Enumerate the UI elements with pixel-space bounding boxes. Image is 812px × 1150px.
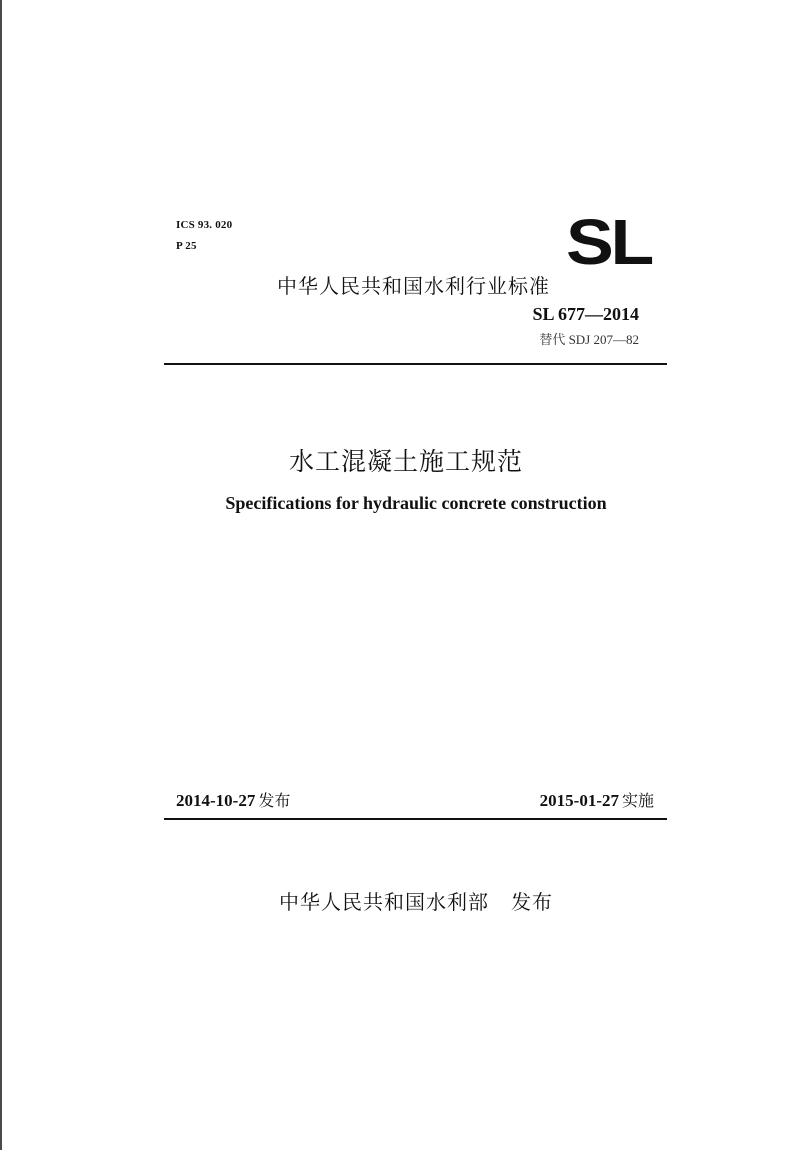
ccs-code: P 25: [176, 240, 197, 252]
issue-label: 发布: [258, 791, 291, 810]
standard-category: 中华人民共和国水利行业标准: [277, 274, 550, 298]
page-left-edge: [0, 0, 2, 1150]
implementation-date: [540, 788, 654, 811]
replaces-standard: 替代 SDJ 207—82: [539, 332, 639, 347]
sl-logo: SL: [566, 206, 651, 278]
ics-code: ICS 93. 020: [176, 219, 233, 231]
title-english: Specifications for hydraulic concrete construction: [225, 493, 607, 513]
title-chinese: 水工混凝土施工规范: [288, 447, 523, 476]
publisher-line: [0, 886, 812, 915]
top-divider: [164, 363, 667, 365]
issue-date: [176, 788, 290, 811]
standard-code: SL 677—2014: [532, 304, 639, 324]
implementation-label: 实施: [621, 791, 654, 810]
publisher-name: 中华人民共和国水利部: [279, 890, 489, 914]
publish-action: 发布: [511, 890, 553, 914]
issue-date-value: 2014-10-27: [176, 791, 256, 810]
bottom-divider: [164, 818, 667, 820]
implementation-date-value: 2015-01-27: [539, 791, 619, 810]
